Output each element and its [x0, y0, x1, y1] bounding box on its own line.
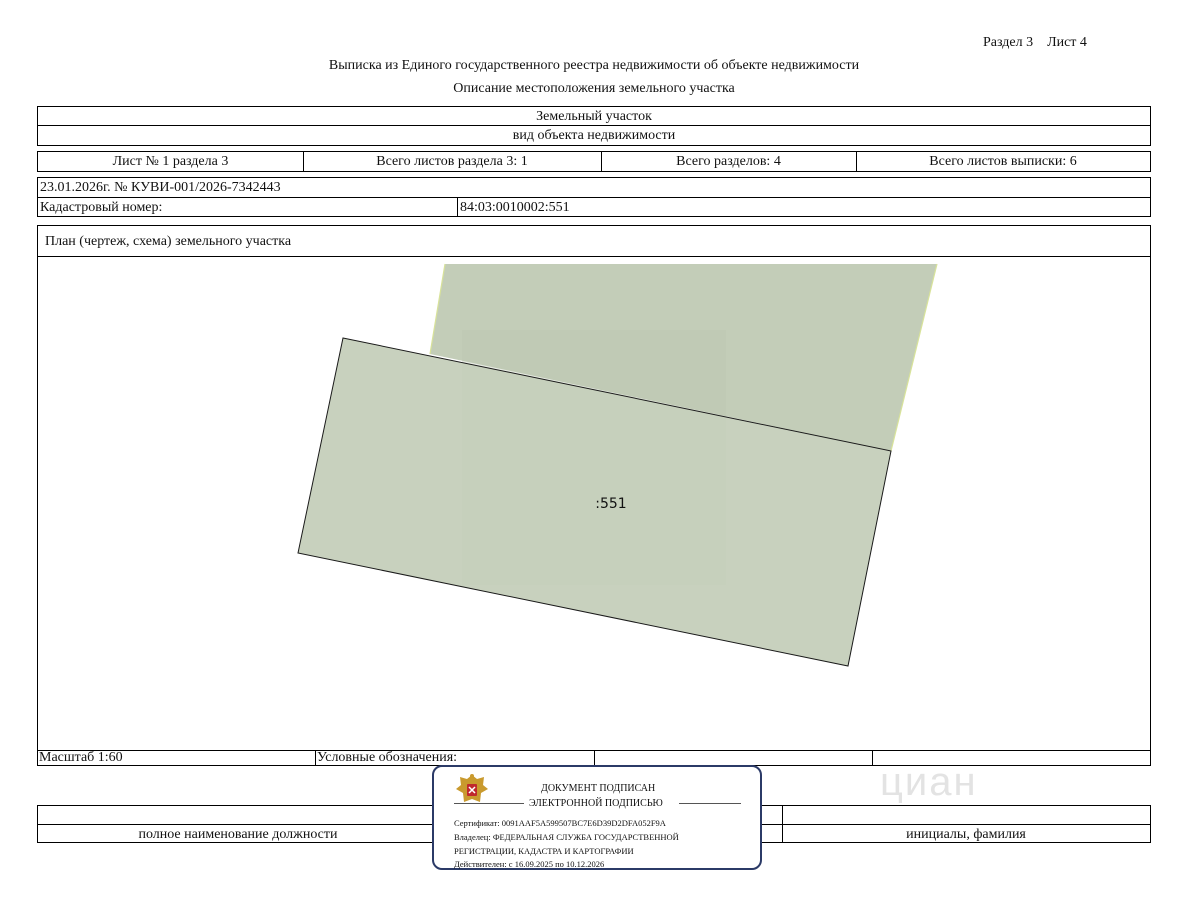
- sheets-row: [37, 151, 1151, 172]
- stamp-certificate: Сертификат: 0091AAF5A599507BC7E6D39D2DFA052F9A: [454, 818, 666, 828]
- watermark-text: циан: [880, 760, 978, 804]
- parcel-label: :551: [595, 496, 627, 512]
- parcel-plan-drawing: [38, 256, 1150, 749]
- stamp-line-1: ДОКУМЕНТ ПОДПИСАН: [541, 783, 656, 794]
- total-sections: Всего разделов: 4: [676, 154, 781, 169]
- scale-label: Масштаб 1:60: [39, 750, 123, 765]
- electronic-signature-stamp: [432, 765, 762, 870]
- name-caption: инициалы, фамилия: [906, 827, 1026, 842]
- stamp-validity: Действителен: с 16.09.2025 по 10.12.2026: [454, 859, 605, 869]
- object-type-caption: вид объекта недвижимости: [512, 128, 676, 143]
- total-sheets-extract: Всего листов выписки: 6: [929, 154, 1077, 169]
- stamp-owner-2: РЕГИСТРАЦИИ, КАДАСТРА И КАРТОГРАФИИ: [454, 846, 634, 856]
- section-sheet-indicator: Раздел 3 Лист 4: [983, 35, 1087, 50]
- cadastral-number-label: Кадастровый номер:: [40, 200, 163, 215]
- object-type-value: Земельный участок: [536, 109, 652, 124]
- record-date-number: 23.01.2026г. № КУВИ-001/2026-7342443: [40, 180, 281, 195]
- document-subtitle: Описание местоположения земельного участка: [453, 81, 735, 96]
- stamp-line-2: ЭЛЕКТРОННОЙ ПОДПИСЬЮ: [529, 798, 663, 809]
- stamp-owner-1: Владелец: ФЕДЕРАЛЬНАЯ СЛУЖБА ГОСУДАРСТВЕННОЙ: [454, 832, 679, 842]
- object-type-block: [37, 106, 1151, 146]
- total-sheets-section: Всего листов раздела 3: 1: [376, 154, 528, 169]
- record-block: [37, 177, 1151, 217]
- document-title: Выписка из Единого государственного реестра недвижимости об объекте недвижимости: [328, 58, 860, 73]
- position-caption: полное наименование должности: [138, 827, 338, 842]
- cadastral-number-value: 84:03:0010002:551: [460, 200, 570, 215]
- legend-label: Условные обозначения:: [317, 750, 458, 765]
- sheet-number: Лист № 1 раздела 3: [112, 154, 229, 169]
- plan-title: План (чертеж, схема) земельного участка: [45, 234, 292, 249]
